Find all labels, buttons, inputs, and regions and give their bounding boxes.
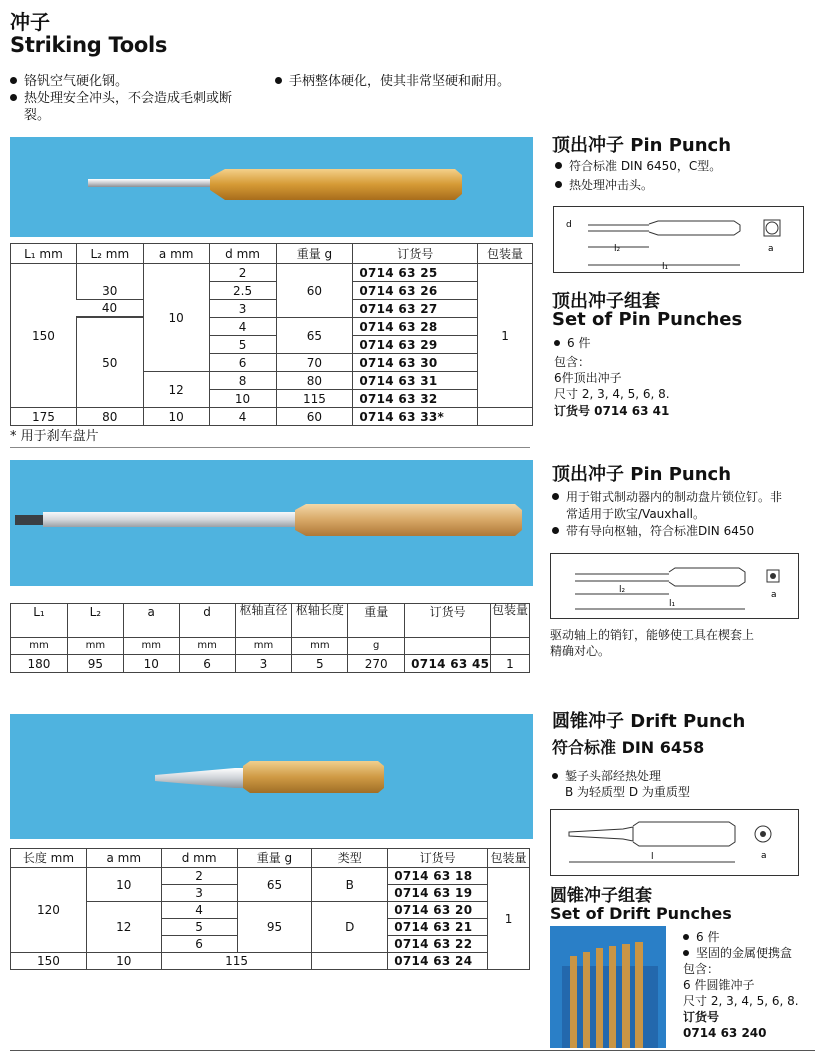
bullet-text: 热处理安全冲头，不会造成毛刺或断 [24,91,233,106]
order-code: 0714 63 30 [353,354,478,372]
col-header: L₁ mm [11,244,77,264]
pin-set-title-en: Set of Pin Punches [552,309,743,330]
col-header: d mm [209,244,276,264]
cell: 5 [209,336,276,354]
label-l: l [651,852,654,862]
col-header: L₁ [11,604,68,638]
pin-punch-2-title: 顶出冲子 Pin Punch [552,464,732,485]
text: 包含： [683,962,720,976]
page-title-cn: 冲子 [10,10,50,34]
bullet-text: 常适用于欧宝/Vauxhall。 [566,507,706,521]
col-header: d mm [161,849,237,868]
pin-punch-drawing [553,206,804,273]
drift-punch-table [10,848,530,970]
unit: mm [292,638,348,655]
cell: 65 [237,868,312,902]
pin-punch-2-image [10,460,533,586]
label-d: d [566,220,572,230]
label-a: a [771,590,777,600]
drift-punch-drawing [550,809,799,876]
cell: 6 [161,936,237,953]
cell: 10 [86,868,161,902]
cell: 2 [161,868,237,885]
cell: 175 [11,408,77,426]
cell: 3 [161,885,237,902]
col-header: 订货号 [388,849,488,868]
header-bullets-left [10,73,275,124]
col-header: 订货号 [405,604,491,638]
drift-set-image [550,926,666,1048]
cell: 80 [276,372,353,390]
pin-punch-2-drawing [550,553,799,619]
drift-set-title-en: Set of Drift Punches [550,904,732,923]
order-code: 0714 63 27 [353,300,478,318]
label-l1: l₁ [662,262,669,272]
order-code: 0714 63 18 [388,868,488,885]
col-header: 包装量 [478,244,533,264]
col-header: d [179,604,235,638]
pin-punch-2-photo [10,460,533,586]
cell: D [312,902,388,953]
cell: 2 [209,264,276,282]
bottom-rule [10,1050,815,1051]
text: 尺寸 2, 3, 4, 5, 6, 8. [554,387,670,401]
bullet-text: 裂。 [24,108,51,123]
text: 6 件圆锥冲子 [683,978,755,992]
drift-set-photo [550,926,666,1048]
col-header: L₂ [67,604,123,638]
cell: 1 [478,264,533,408]
cell: 6 [179,655,235,673]
text: B 为轻质型 D 为重质型 [565,785,690,799]
pin-punch-2-bullets [552,489,817,540]
text: 包含： [554,355,591,369]
pin-punch-title: 顶出冲子 Pin Punch [552,135,732,156]
cell: 10 [86,953,161,970]
cell: 4 [161,902,237,919]
drift-punch-image [10,714,533,839]
bullet-text: 手柄整体硬化，使其非常坚硬和耐用。 [289,74,511,89]
cell: 30 [76,264,143,318]
cell: 5 [161,919,237,936]
bullet-text: 符合标准 DIN 6450，C型。 [569,159,722,173]
col-header: 长度 mm [11,849,87,868]
cell: 65 [276,318,353,354]
order-code: 0714 63 22 [388,936,488,953]
pin-set-details [554,335,670,419]
bullet-text: 热处理冲击头。 [569,178,654,192]
order-code: 0714 63 29 [353,336,478,354]
pin-punch-2-table [10,603,530,673]
pin-punch-photo [10,137,533,237]
cell: 12 [143,372,209,408]
cell: 95 [67,655,123,673]
text: 驱动轴上的销钉，能够使工具在楔套上 [550,628,755,642]
cell: 4 [209,318,276,336]
cell: 60 [276,264,353,318]
drift-punch-title: 圆锥冲子 Drift Punch [552,711,746,732]
cell: 10 [123,655,179,673]
label-l1: l₁ [669,599,676,609]
unit [491,638,530,655]
header-bullet-right [275,73,510,90]
cell: 115 [161,953,312,970]
cell: 80 [76,408,143,426]
cell: 5 [292,655,348,673]
cell: 8 [209,372,276,390]
cell: 3 [209,300,276,318]
col-header: 重量 g [237,849,312,868]
bullet-text: 坚固的金属便携盒 [696,946,793,960]
cell: 120 [11,868,87,953]
col-header: a mm [143,244,209,264]
bullet-text: 錾子头部经热处理 [565,769,662,783]
drift-punch-bullets [552,768,690,800]
unit: mm [67,638,123,655]
order-code: 0714 63 32 [353,390,478,408]
unit [405,638,491,655]
cell: B [312,868,388,902]
bullet-text: 6 件 [567,336,591,350]
col-header: a [123,604,179,638]
bullet-dot [552,773,558,779]
label-a: a [768,244,774,254]
text: 精确对心。 [550,644,611,658]
col-header: 订货号 [353,244,478,264]
unit: mm [235,638,292,655]
drift-set-title-cn: 圆锥冲子组套 [550,886,652,906]
text: 尺寸 2, 3, 4, 5, 6, 8. [683,994,799,1008]
order-code: 0714 63 20 [388,902,488,919]
order-code: 0714 63 45 [405,655,491,673]
cell: 6 [209,354,276,372]
cell: 70 [276,354,353,372]
order-code: 0714 63 240 [683,1026,767,1040]
unit: g [348,638,405,655]
pin-punch-bullets [555,158,721,194]
order-code: 0714 63 21 [388,919,488,936]
label-l2: l₂ [614,244,621,254]
drift-punch-subtitle: 符合标准 DIN 6458 [552,738,705,757]
unit: mm [11,638,68,655]
cell [478,408,533,426]
bullet-text: 用于钳式制动器内的制动盘片锁位钉。非 [566,490,783,504]
cell: 40 [76,299,143,317]
col-header: 类型 [312,849,388,868]
cell: 2.5 [209,282,276,300]
pin-punch-2-note [550,627,754,659]
cell: 1 [491,655,530,673]
cell: 10 [143,264,209,372]
bullet-text: 铬钒空气硬化钢。 [24,74,129,89]
cell: 3 [235,655,292,673]
label-l2: l₂ [619,585,626,595]
cell: 1 [488,868,530,970]
cell: 4 [209,408,276,426]
cell: 270 [348,655,405,673]
cell: 150 [11,264,77,408]
order-code: 订货号 0714 63 41 [554,404,670,418]
cell: 60 [276,408,353,426]
pin-punch-table [10,243,533,426]
page-title-en: Striking Tools [10,33,168,57]
col-header: a mm [86,849,161,868]
col-header: L₂ mm [76,244,143,264]
unit: mm [179,638,235,655]
order-code: 0714 63 25 [353,264,478,282]
cell: 95 [237,902,312,953]
cell [312,953,388,970]
cell: 180 [11,655,68,673]
divider [10,447,530,448]
pin-punch-image [10,137,533,237]
order-code: 0714 63 31 [353,372,478,390]
cell: 12 [86,902,161,953]
cell: 115 [276,390,353,408]
cell: 10 [143,408,209,426]
text: 6件顶出冲子 [554,371,622,385]
order-code: 0714 63 33* [353,408,478,426]
order-code: 0714 63 28 [353,318,478,336]
drift-punch-photo [10,714,533,839]
pin-set-title-cn: 顶出冲子组套 [552,291,660,312]
col-header: 包装量 [491,604,530,638]
order-code: 0714 63 19 [388,885,488,902]
order-code: 0714 63 26 [353,282,478,300]
bullet-text: 6 件 [696,930,720,944]
cell: 10 [209,390,276,408]
unit: mm [123,638,179,655]
bullet-text: 带有导向枢轴，符合标准DIN 6450 [566,524,755,538]
col-header: 重量 g [276,244,353,264]
col-header: 包装量 [488,849,530,868]
cell: 150 [11,953,87,970]
col-header: 枢轴长度 [292,604,348,638]
footnote: * 用于刹车盘片 [10,429,99,444]
col-header: 枢轴直径 [235,604,292,638]
drift-set-details [683,929,799,1041]
label-a: a [761,851,767,861]
text: 订货号 [683,1010,720,1024]
col-header: 重量 [348,604,405,638]
cell: 50 [76,318,143,408]
order-code: 0714 63 24 [388,953,488,970]
